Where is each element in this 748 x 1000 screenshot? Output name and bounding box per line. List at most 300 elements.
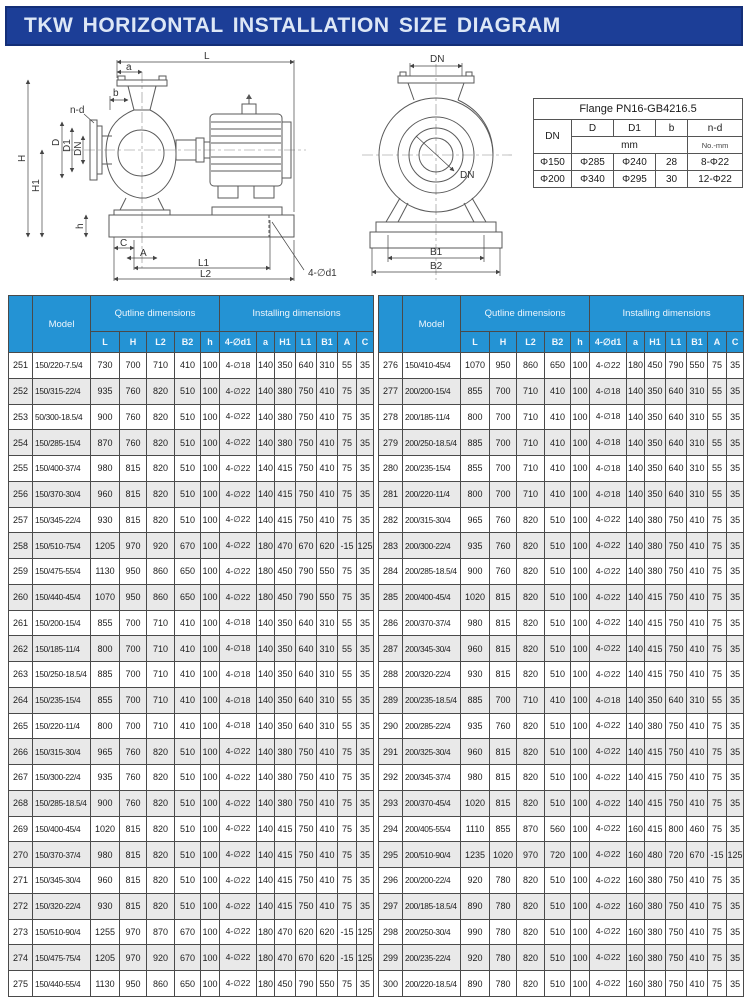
- dimension-cell: 510: [545, 868, 571, 894]
- row-index-cell: 254: [9, 430, 33, 456]
- table-row: [9, 481, 374, 507]
- dimension-cell: 750: [296, 790, 317, 816]
- dimension-cell: 650: [175, 971, 201, 997]
- dimension-cell: 75: [708, 790, 727, 816]
- dimension-cell: 180: [257, 559, 275, 585]
- dimension-cell: 35: [727, 559, 744, 585]
- dimension-cell: 510: [175, 404, 201, 430]
- dimension-table-right: [378, 295, 744, 997]
- dimension-cell: 75: [708, 868, 727, 894]
- dimension-cell: 380: [645, 713, 666, 739]
- dimension-cell: 100: [201, 765, 220, 791]
- model-cell: 200/345-37/4: [403, 765, 461, 791]
- table-row: [379, 662, 744, 688]
- model-cell: 150/235-15/4: [33, 687, 91, 713]
- dimension-cell: 35: [727, 430, 744, 456]
- dimension-cell: 700: [490, 687, 517, 713]
- dimension-cell: 760: [120, 765, 147, 791]
- dimension-cell: 100: [571, 584, 590, 610]
- table-row: [379, 765, 744, 791]
- dimension-cell: 35: [727, 971, 744, 997]
- dimension-cell: 4-∅18: [590, 378, 627, 404]
- model-cell: 200/405-55/4: [403, 816, 461, 842]
- dimension-cell: 100: [571, 816, 590, 842]
- dimension-cell: 860: [147, 559, 175, 585]
- dimension-cell: 410: [175, 713, 201, 739]
- dimension-cell: 100: [571, 353, 590, 379]
- dimension-cell: 410: [175, 687, 201, 713]
- dimension-cell: 670: [175, 533, 201, 559]
- dimension-cell: 450: [275, 584, 296, 610]
- col-header-B1: B1: [317, 332, 338, 353]
- dimension-cell: 820: [147, 456, 175, 482]
- dimension-cell: 35: [727, 687, 744, 713]
- dimension-cell: 35: [357, 971, 374, 997]
- row-index-cell: 269: [9, 816, 33, 842]
- dim-label-h: h: [75, 223, 86, 229]
- table-row: [379, 687, 744, 713]
- dimension-cell: 815: [490, 765, 517, 791]
- col-header-A: A: [338, 332, 357, 353]
- dimension-cell: 75: [338, 456, 357, 482]
- dimension-cell: 4-∅22: [590, 765, 627, 791]
- table-row: [9, 790, 374, 816]
- flange-unit-nomm: No.-mm: [688, 137, 743, 154]
- dimension-cell: 410: [317, 842, 338, 868]
- dimension-cell: 920: [461, 868, 490, 894]
- dimension-cell: 815: [490, 636, 517, 662]
- dimension-cell: 140: [627, 610, 645, 636]
- title-bar: [5, 6, 743, 46]
- dimension-cell: 380: [275, 765, 296, 791]
- dimension-cell: 1020: [490, 842, 517, 868]
- dimension-cell: 510: [175, 456, 201, 482]
- dimension-cell: 415: [275, 868, 296, 894]
- dimension-cell: 35: [727, 481, 744, 507]
- dimension-cell: 820: [517, 765, 545, 791]
- dimension-cell: 1020: [461, 584, 490, 610]
- dimension-cell: 100: [571, 456, 590, 482]
- dimension-cell: 180: [257, 584, 275, 610]
- dimension-cell: 550: [687, 353, 708, 379]
- dimension-cell: 855: [490, 816, 517, 842]
- col-header-H1: H1: [275, 332, 296, 353]
- dimension-cell: 410: [545, 456, 571, 482]
- col-header-h: h: [201, 332, 220, 353]
- dimension-cell: 4-∅22: [590, 584, 627, 610]
- dimension-cell: 4-∅22: [220, 816, 257, 842]
- dimension-cell: 815: [120, 893, 147, 919]
- row-index-cell: 280: [379, 456, 403, 482]
- dimension-cell: 970: [120, 945, 147, 971]
- dimension-cell: 4-∅22: [590, 842, 627, 868]
- dimension-cell: 140: [257, 404, 275, 430]
- dimension-cell: 4-∅22: [220, 739, 257, 765]
- dimension-cell: 100: [201, 919, 220, 945]
- dimension-cell: 4-∅22: [590, 868, 627, 894]
- dimension-cell: 760: [120, 790, 147, 816]
- dimension-cell: 750: [296, 765, 317, 791]
- dim-label-DN-mid: DN: [460, 170, 475, 181]
- dimension-cell: 410: [687, 893, 708, 919]
- row-index-cell: 258: [9, 533, 33, 559]
- dimension-cell: 100: [201, 868, 220, 894]
- dimension-cell: 410: [317, 481, 338, 507]
- dimension-cell: 380: [645, 971, 666, 997]
- model-cell: 200/185-11/4: [403, 404, 461, 430]
- table-row: [9, 456, 374, 482]
- model-cell: 200/235-22/4: [403, 945, 461, 971]
- dimension-cell: 750: [296, 404, 317, 430]
- dimension-cell: 75: [338, 816, 357, 842]
- col-header-L: L: [461, 332, 490, 353]
- dimension-cell: 35: [357, 430, 374, 456]
- dimension-cell: 860: [147, 971, 175, 997]
- model-cell: 150/410-45/4: [403, 353, 461, 379]
- dimension-cell: 815: [120, 868, 147, 894]
- flange-row: [534, 171, 743, 188]
- dimension-cell: 750: [666, 636, 687, 662]
- dimension-cell: 410: [545, 481, 571, 507]
- dimension-cell: 700: [120, 636, 147, 662]
- dimension-cell: 720: [545, 842, 571, 868]
- model-cell: 200/235-18.5/4: [403, 687, 461, 713]
- dimension-cell: 710: [517, 404, 545, 430]
- dimension-cell: 760: [120, 378, 147, 404]
- dimension-cell: 160: [627, 893, 645, 919]
- dimension-cell: 4-∅22: [220, 533, 257, 559]
- row-index-cell: 261: [9, 610, 33, 636]
- dimension-cell: 310: [687, 687, 708, 713]
- dimension-cell: 100: [201, 687, 220, 713]
- dimension-cell: 380: [275, 739, 296, 765]
- dimension-cell: 710: [147, 687, 175, 713]
- dimension-cell: 35: [727, 739, 744, 765]
- row-index-cell: 270: [9, 842, 33, 868]
- dimension-cell: 4-∅18: [590, 404, 627, 430]
- dimension-cell: 780: [490, 868, 517, 894]
- dimension-cell: 640: [666, 430, 687, 456]
- flange-header-d1: D1: [614, 120, 656, 137]
- dimension-cell: 75: [708, 816, 727, 842]
- dimension-cell: 410: [317, 378, 338, 404]
- dimension-cell: 310: [317, 610, 338, 636]
- dimension-cell: 760: [490, 559, 517, 585]
- dimension-cell: 700: [490, 430, 517, 456]
- dimension-cell: 900: [91, 790, 120, 816]
- dimension-cell: 890: [461, 971, 490, 997]
- dimension-cell: 140: [257, 610, 275, 636]
- dimension-cell: 510: [175, 816, 201, 842]
- model-cell: 150/285-18.5/4: [33, 790, 91, 816]
- row-index-cell: 273: [9, 919, 33, 945]
- dimension-cell: 35: [357, 816, 374, 842]
- table-row: [379, 739, 744, 765]
- dimension-cell: 820: [517, 636, 545, 662]
- row-index-cell: 300: [379, 971, 403, 997]
- col-header-h: h: [571, 332, 590, 353]
- model-cell: 150/440-45/4: [33, 584, 91, 610]
- table-row: [9, 893, 374, 919]
- flange-cell: Φ150: [534, 154, 572, 171]
- dimension-cell: 650: [545, 353, 571, 379]
- dimension-cell: 55: [338, 662, 357, 688]
- model-cell: 150/220-11/4: [33, 713, 91, 739]
- row-index-cell: 272: [9, 893, 33, 919]
- dimension-cell: 140: [257, 507, 275, 533]
- dimension-cell: 855: [91, 610, 120, 636]
- dimension-cell: 410: [317, 507, 338, 533]
- dimension-cell: 55: [338, 636, 357, 662]
- dimension-cell: 140: [627, 662, 645, 688]
- dimension-cell: 410: [317, 790, 338, 816]
- dimension-cell: 415: [645, 636, 666, 662]
- dimension-cell: 620: [317, 533, 338, 559]
- dimension-cell: 710: [517, 687, 545, 713]
- dimension-cell: 140: [257, 868, 275, 894]
- dimension-cell: 710: [147, 636, 175, 662]
- dimension-cell: 75: [338, 507, 357, 533]
- model-cell: 150/510-75/4: [33, 533, 91, 559]
- dimension-cell: 180: [627, 353, 645, 379]
- dimension-cell: 35: [727, 507, 744, 533]
- dimension-cell: 100: [571, 739, 590, 765]
- dimension-cell: 4-∅22: [220, 919, 257, 945]
- table-row: [379, 945, 744, 971]
- dimension-cell: 470: [275, 945, 296, 971]
- row-index-cell: 256: [9, 481, 33, 507]
- dimension-cell: 640: [296, 687, 317, 713]
- dim-label-B1: B1: [430, 247, 443, 258]
- col-header-a: a: [257, 332, 275, 353]
- dimension-cell: 35: [357, 404, 374, 430]
- dimension-cell: 35: [727, 584, 744, 610]
- dimension-cell: 820: [147, 765, 175, 791]
- dimension-cell: 620: [317, 919, 338, 945]
- dimension-cell: 4-∅22: [220, 481, 257, 507]
- table-row: [9, 971, 374, 997]
- dimension-cell: 620: [296, 919, 317, 945]
- dimension-cell: 100: [201, 584, 220, 610]
- dimension-cell: 415: [645, 584, 666, 610]
- dimension-cell: 100: [571, 610, 590, 636]
- dimension-cell: 140: [627, 584, 645, 610]
- dimension-cell: 700: [490, 378, 517, 404]
- dimension-cell: 380: [645, 533, 666, 559]
- col-header-B2: B2: [545, 332, 571, 353]
- dimension-cell: 450: [275, 559, 296, 585]
- dimension-cell: 750: [296, 816, 317, 842]
- dimension-cell: 965: [91, 739, 120, 765]
- dimension-cell: 750: [296, 378, 317, 404]
- dim-label-D1: D1: [62, 139, 73, 152]
- flange-cell: 8-Φ22: [688, 154, 743, 171]
- dimension-cell: 160: [627, 842, 645, 868]
- dimension-cell: 4-∅22: [590, 919, 627, 945]
- dimension-cell: 710: [517, 430, 545, 456]
- dimension-cell: 35: [357, 790, 374, 816]
- dimension-cell: 140: [257, 456, 275, 482]
- dimension-cell: 820: [517, 790, 545, 816]
- row-index-cell: 271: [9, 868, 33, 894]
- model-cell: 200/200-22/4: [403, 868, 461, 894]
- dimension-cell: 750: [666, 971, 687, 997]
- dimension-cell: 760: [490, 713, 517, 739]
- dimension-cell: 4-∅22: [220, 765, 257, 791]
- row-index-cell: 290: [379, 713, 403, 739]
- dimension-cell: 410: [687, 507, 708, 533]
- diagram-area: [0, 46, 748, 294]
- model-cell: 200/510-90/4: [403, 842, 461, 868]
- dimension-cell: 4-∅18: [220, 610, 257, 636]
- dimension-cell: 100: [201, 378, 220, 404]
- dimension-cell: 670: [296, 533, 317, 559]
- model-cell: 200/400-45/4: [403, 584, 461, 610]
- dimension-cell: 75: [338, 893, 357, 919]
- dimension-cell: 700: [120, 353, 147, 379]
- dimension-cell: 140: [257, 687, 275, 713]
- dimension-cell: 75: [708, 533, 727, 559]
- dimension-cell: 640: [296, 713, 317, 739]
- row-index-cell: 251: [9, 353, 33, 379]
- dimension-cell: 415: [275, 481, 296, 507]
- dimension-cell: 140: [627, 713, 645, 739]
- dimension-cell: 55: [338, 353, 357, 379]
- dim-label-nd: n-d: [70, 105, 85, 116]
- dim-label-DN: DN: [73, 141, 84, 156]
- dimension-cell: 970: [120, 533, 147, 559]
- dimension-cell: 640: [666, 456, 687, 482]
- dimension-cell: 4-∅22: [220, 456, 257, 482]
- dimension-cell: 350: [645, 404, 666, 430]
- dimension-cell: 100: [201, 662, 220, 688]
- dimension-cell: 350: [275, 687, 296, 713]
- dimension-cell: 450: [275, 971, 296, 997]
- dimension-cell: 870: [517, 816, 545, 842]
- dimension-cell: 820: [517, 507, 545, 533]
- dimension-cell: 4-∅22: [220, 404, 257, 430]
- dimension-cell: 960: [461, 739, 490, 765]
- dimension-cell: 100: [571, 662, 590, 688]
- dimension-cell: 100: [201, 842, 220, 868]
- dimension-cell: 75: [708, 945, 727, 971]
- dimension-cell: 55: [708, 687, 727, 713]
- dimension-cell: 800: [91, 713, 120, 739]
- table-row: [9, 378, 374, 404]
- dimension-cell: 510: [545, 533, 571, 559]
- dimension-cell: 35: [727, 404, 744, 430]
- dimension-cell: 815: [120, 507, 147, 533]
- flange-cell: Φ240: [614, 154, 656, 171]
- dimension-cell: 510: [545, 610, 571, 636]
- dimension-cell: 380: [645, 507, 666, 533]
- dimension-cell: 750: [666, 765, 687, 791]
- dimension-cell: 760: [120, 404, 147, 430]
- dimension-cell: 930: [461, 662, 490, 688]
- dimension-cell: 510: [175, 507, 201, 533]
- dimension-cell: 710: [517, 481, 545, 507]
- dimension-cell: 510: [175, 868, 201, 894]
- dimension-cell: 700: [490, 456, 517, 482]
- dimension-cell: 620: [317, 945, 338, 971]
- dimension-cell: 180: [257, 919, 275, 945]
- dimension-cell: 650: [175, 559, 201, 585]
- dimension-cell: 510: [545, 893, 571, 919]
- dimension-cell: 790: [296, 584, 317, 610]
- dimension-cell: 4-∅22: [220, 378, 257, 404]
- dimension-cell: 100: [571, 507, 590, 533]
- dimension-cell: 35: [727, 945, 744, 971]
- dimension-cell: 1205: [91, 945, 120, 971]
- dimension-cell: 410: [175, 662, 201, 688]
- dimension-cell: 410: [687, 584, 708, 610]
- dimension-cell: 100: [571, 842, 590, 868]
- dimension-cell: 410: [317, 404, 338, 430]
- dimension-cell: 4-∅22: [590, 636, 627, 662]
- dimension-cell: 820: [517, 868, 545, 894]
- dimension-cell: 100: [571, 868, 590, 894]
- dimension-cell: 140: [257, 378, 275, 404]
- row-index-cell: 285: [379, 584, 403, 610]
- dimension-cell: 75: [708, 971, 727, 997]
- dimension-cell: 410: [687, 765, 708, 791]
- dimension-cell: 4-∅18: [220, 353, 257, 379]
- col-header-H1: H1: [645, 332, 666, 353]
- dimension-cell: 140: [627, 404, 645, 430]
- dimension-cell: 35: [357, 456, 374, 482]
- dimension-cell: 410: [545, 687, 571, 713]
- model-cell: 150/300-22/4: [33, 765, 91, 791]
- dimension-cell: 750: [666, 584, 687, 610]
- dimension-cell: 410: [687, 790, 708, 816]
- flange-cell: Φ340: [572, 171, 614, 188]
- model-cell: 150/315-22/4: [33, 378, 91, 404]
- dimension-cell: 410: [317, 456, 338, 482]
- dimension-cell: 100: [201, 945, 220, 971]
- dimension-cell: 670: [175, 945, 201, 971]
- dimension-cell: 100: [201, 713, 220, 739]
- dimension-cell: 780: [490, 971, 517, 997]
- table-row: [9, 842, 374, 868]
- dimension-cell: 75: [338, 868, 357, 894]
- pump-front-view-diagram: [348, 50, 544, 290]
- dimension-cell: 670: [296, 945, 317, 971]
- row-index-cell: 299: [379, 945, 403, 971]
- col-header-C: C: [357, 332, 374, 353]
- dimension-cell: 100: [201, 971, 220, 997]
- dimension-cell: 55: [708, 378, 727, 404]
- page-title: TKW HORIZONTAL INSTALLATION SIZE DIAGRAM: [24, 14, 561, 37]
- dimension-cell: 35: [357, 353, 374, 379]
- dimension-cell: 960: [461, 636, 490, 662]
- dimension-cell: 35: [727, 868, 744, 894]
- dimension-cell: 100: [201, 430, 220, 456]
- table-row: [379, 584, 744, 610]
- dim-label-C: C: [120, 238, 128, 249]
- dimension-cell: 900: [461, 559, 490, 585]
- dimension-cell: 310: [687, 430, 708, 456]
- row-index-cell: 287: [379, 636, 403, 662]
- table-row: [9, 765, 374, 791]
- dimension-cell: 470: [275, 533, 296, 559]
- table-row: [379, 713, 744, 739]
- dimension-cell: 510: [545, 559, 571, 585]
- dimension-cell: 35: [357, 893, 374, 919]
- row-index-cell: 291: [379, 739, 403, 765]
- index-column-header: [9, 296, 33, 353]
- dimension-cell: 415: [645, 662, 666, 688]
- model-cell: 200/300-22/4: [403, 533, 461, 559]
